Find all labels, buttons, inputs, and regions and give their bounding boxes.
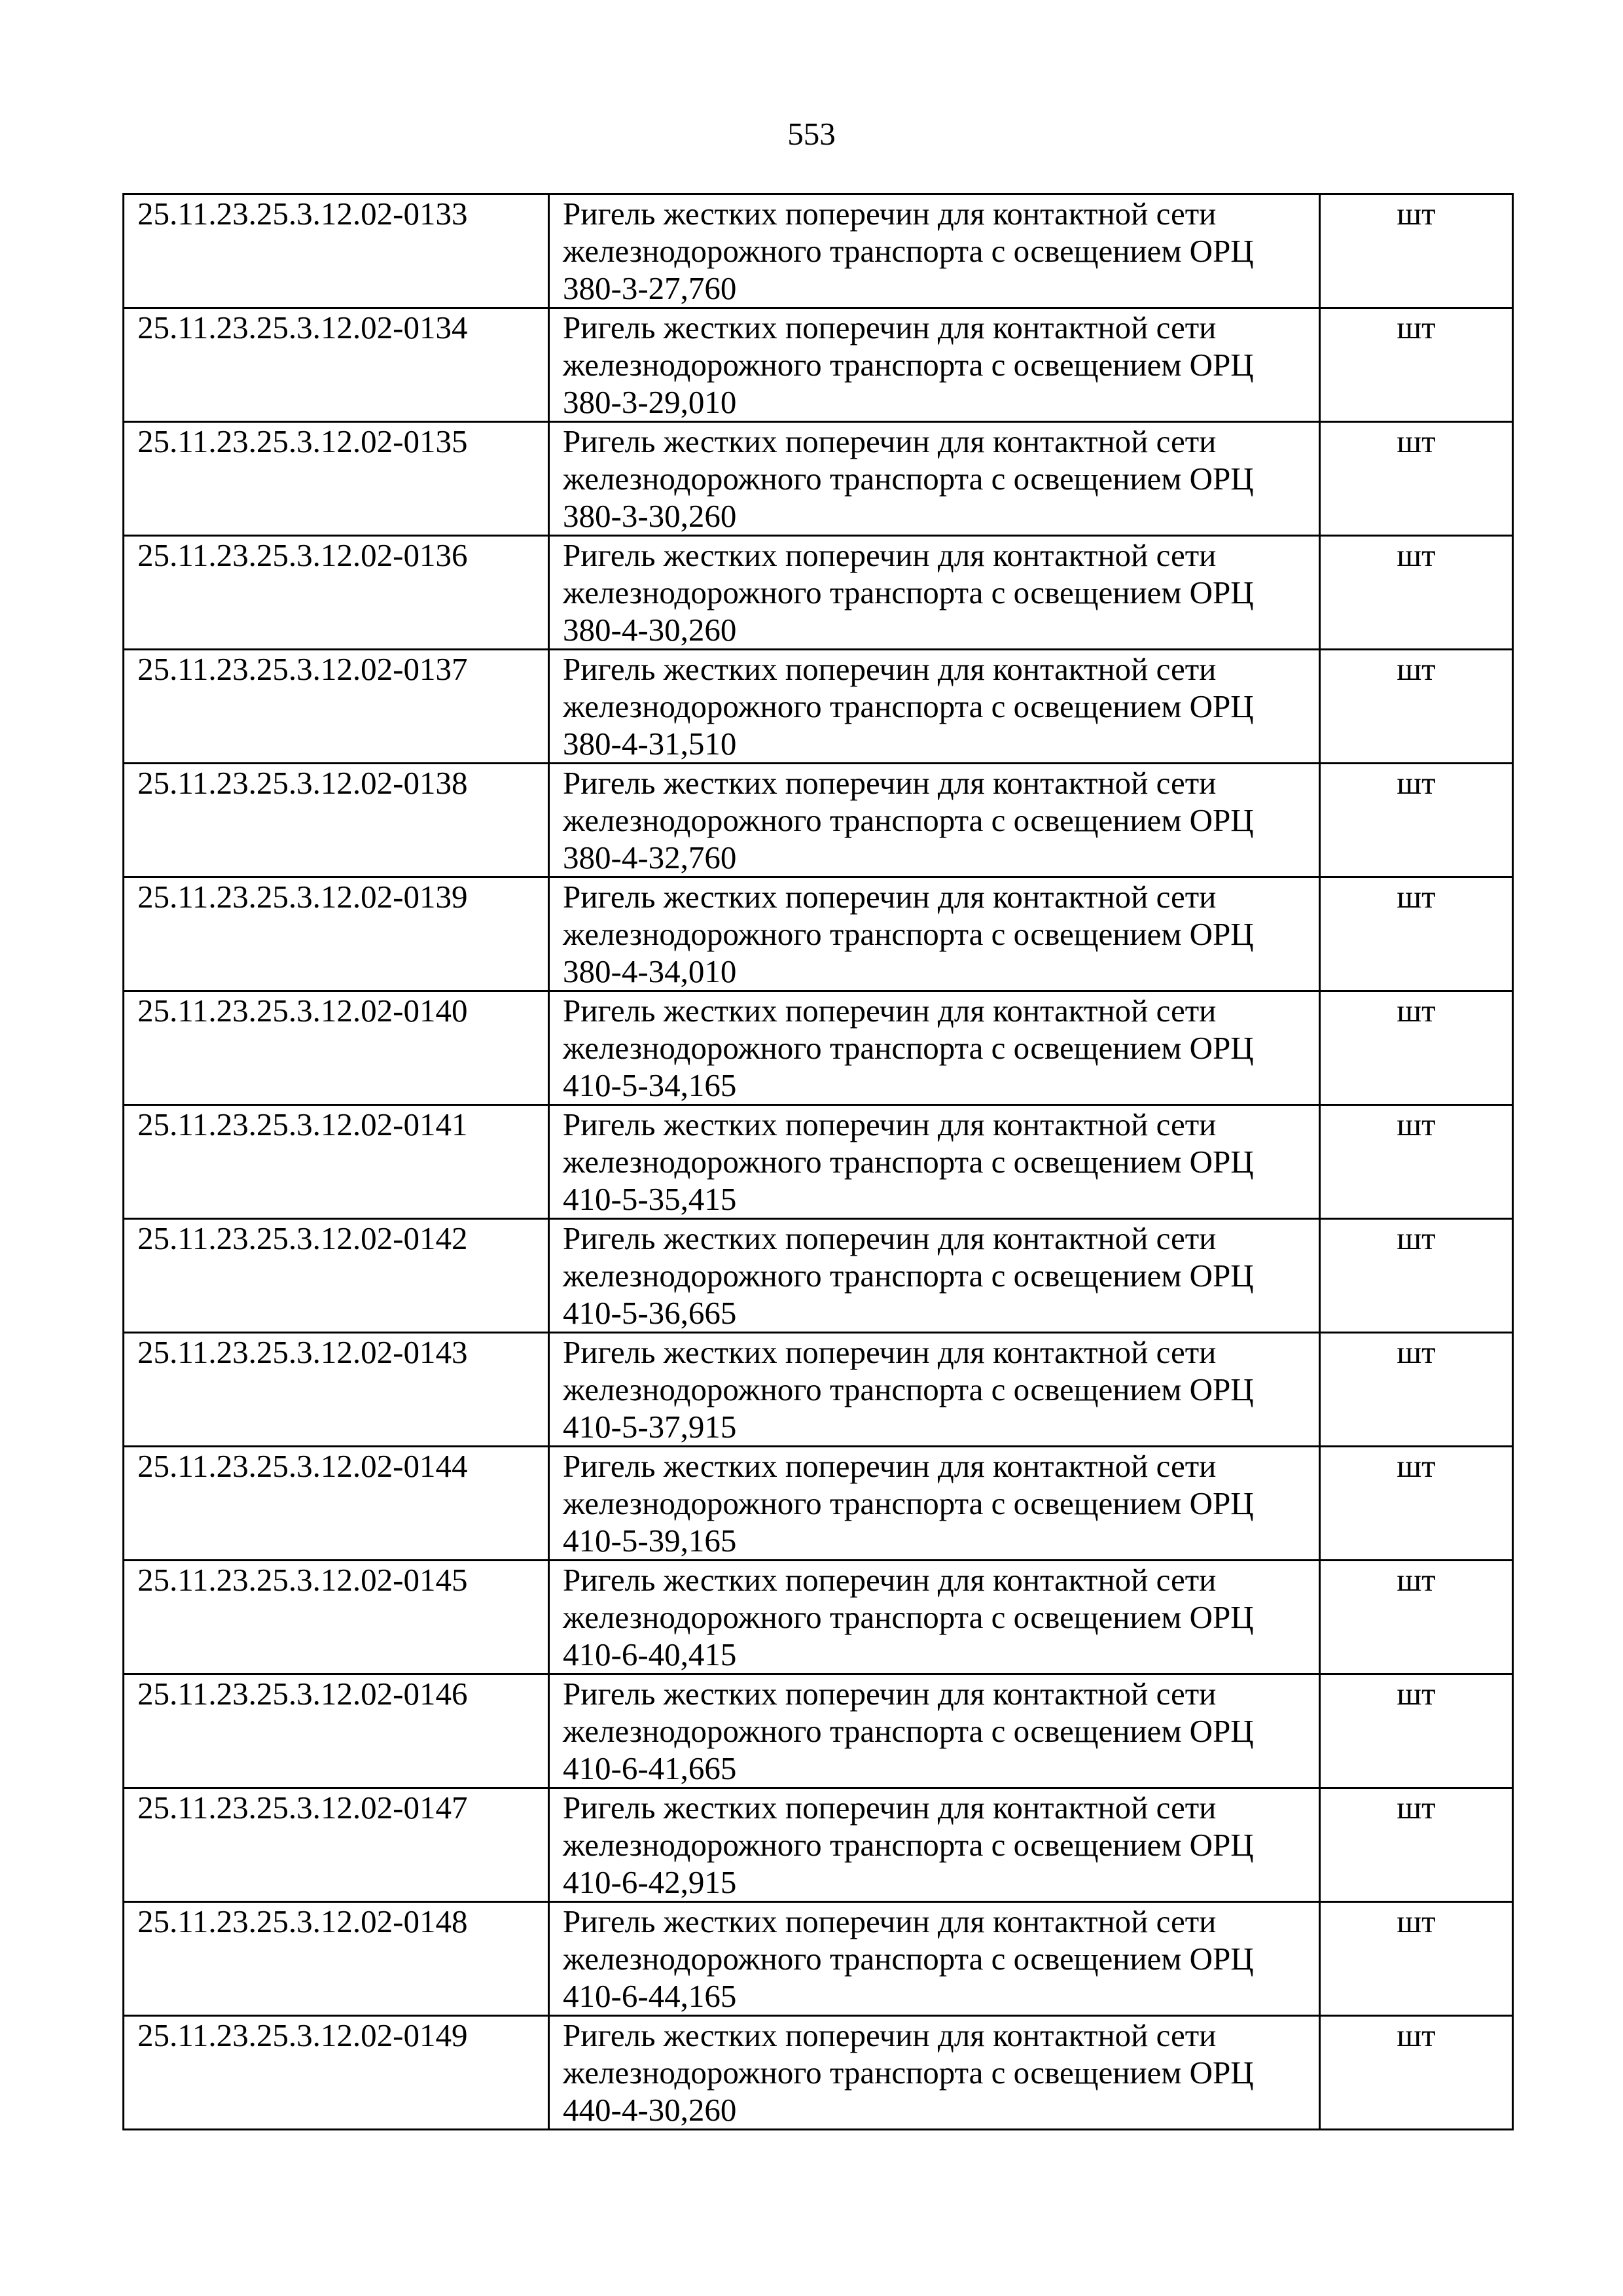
description-line-3: 410-6-44,165: [563, 1978, 737, 2014]
description-line-1: Ригель жестких поперечин для контактной сети: [563, 765, 1217, 801]
description-line-2: железнодорожного транспорта с освещением ОРЦ: [563, 1941, 1254, 1977]
unit-cell: шт: [1320, 1219, 1513, 1333]
description-line-1: Ригель жестких поперечин для контактной сети: [563, 1448, 1217, 1484]
description-line-1: Ригель жестких поперечин для контактной сети: [563, 537, 1217, 573]
description-line-2: железнодорожного транспорта с освещением ОРЦ: [563, 2055, 1254, 2091]
resource-description-cell: [549, 1333, 1320, 1447]
unit-cell: шт: [1320, 1333, 1513, 1447]
resource-code-cell: 25.11.23.25.3.12.02-0139: [124, 877, 549, 991]
description-line-2: железнодорожного транспорта с освещением ОРЦ: [563, 1713, 1254, 1749]
resource-code-cell: 25.11.23.25.3.12.02-0145: [124, 1561, 549, 1674]
description-line-3: 410-5-37,915: [563, 1409, 737, 1445]
table-row: [124, 308, 1513, 422]
description-line-2: железнодорожного транспорта с освещением ОРЦ: [563, 1144, 1254, 1180]
description-line-3: 410-5-36,665: [563, 1295, 737, 1331]
description-line-3: 410-6-42,915: [563, 1864, 737, 1900]
description-line-1: Ригель жестких поперечин для контактной сети: [563, 196, 1217, 232]
description-line-2: железнодорожного транспорта с освещением ОРЦ: [563, 574, 1254, 610]
table-row: [124, 991, 1513, 1105]
resource-description-cell: [549, 1105, 1320, 1219]
unit-cell: шт: [1320, 2016, 1513, 2130]
table-row: [124, 1105, 1513, 1219]
resource-description-cell: [549, 764, 1320, 877]
description-line-3: 410-5-39,165: [563, 1523, 737, 1559]
description-line-2: железнодорожного транспорта с освещением ОРЦ: [563, 688, 1254, 724]
description-line-1: Ригель жестких поперечин для контактной сети: [563, 1790, 1217, 1826]
resource-description-cell: [549, 877, 1320, 991]
resource-description-cell: [549, 194, 1320, 308]
table-row: [124, 1788, 1513, 1902]
description-line-2: железнодорожного транспорта с освещением ОРЦ: [563, 1030, 1254, 1066]
table-row: [124, 422, 1513, 536]
description-line-2: железнодорожного транспорта с освещением ОРЦ: [563, 1258, 1254, 1294]
resource-code-cell: 25.11.23.25.3.12.02-0142: [124, 1219, 549, 1333]
resource-code-cell: 25.11.23.25.3.12.02-0137: [124, 650, 549, 764]
description-line-3: 380-3-29,010: [563, 384, 737, 420]
description-line-3: 380-4-31,510: [563, 726, 737, 762]
unit-cell: шт: [1320, 764, 1513, 877]
description-line-2: железнодорожного транспорта с освещением ОРЦ: [563, 1371, 1254, 1407]
unit-cell: шт: [1320, 1447, 1513, 1561]
description-line-1: Ригель жестких поперечин для контактной сети: [563, 651, 1217, 687]
description-line-3: 380-3-30,260: [563, 498, 737, 534]
unit-cell: шт: [1320, 1788, 1513, 1902]
description-line-3: 380-3-27,760: [563, 270, 737, 306]
resource-code-cell: 25.11.23.25.3.12.02-0144: [124, 1447, 549, 1561]
table-row: [124, 1674, 1513, 1788]
description-line-2: железнодорожного транспорта с освещением ОРЦ: [563, 916, 1254, 952]
table-row: [124, 194, 1513, 308]
resource-code-cell: 25.11.23.25.3.12.02-0140: [124, 991, 549, 1105]
unit-cell: шт: [1320, 194, 1513, 308]
description-line-2: железнодорожного транспорта с освещением ОРЦ: [563, 347, 1254, 383]
description-line-1: Ригель жестких поперечин для контактной сети: [563, 1334, 1217, 1370]
resource-code-cell: 25.11.23.25.3.12.02-0149: [124, 2016, 549, 2130]
description-line-1: Ригель жестких поперечин для контактной сети: [563, 1903, 1217, 1939]
description-line-3: 410-6-41,665: [563, 1750, 737, 1786]
table-row: [124, 536, 1513, 650]
resource-code-cell: 25.11.23.25.3.12.02-0134: [124, 308, 549, 422]
unit-cell: шт: [1320, 1902, 1513, 2016]
table-row: [124, 764, 1513, 877]
description-line-2: железнодорожного транспорта с освещением ОРЦ: [563, 1599, 1254, 1635]
table-row: [124, 1561, 1513, 1674]
resource-description-cell: [549, 1447, 1320, 1561]
resource-description-cell: [549, 1561, 1320, 1674]
description-line-1: Ригель жестких поперечин для контактной сети: [563, 993, 1217, 1029]
table-row: [124, 1333, 1513, 1447]
resource-description-cell: [549, 1674, 1320, 1788]
resource-code-cell: 25.11.23.25.3.12.02-0148: [124, 1902, 549, 2016]
unit-cell: шт: [1320, 877, 1513, 991]
description-line-3: 410-6-40,415: [563, 1636, 737, 1672]
table-row: [124, 2016, 1513, 2130]
resource-code-cell: 25.11.23.25.3.12.02-0146: [124, 1674, 549, 1788]
resource-description-cell: [549, 1788, 1320, 1902]
resource-code-cell: 25.11.23.25.3.12.02-0136: [124, 536, 549, 650]
description-line-3: 380-4-34,010: [563, 953, 737, 989]
description-line-3: 440-4-30,260: [563, 2092, 737, 2128]
table-row: [124, 1447, 1513, 1561]
resource-code-cell: 25.11.23.25.3.12.02-0135: [124, 422, 549, 536]
resource-code-cell: 25.11.23.25.3.12.02-0143: [124, 1333, 549, 1447]
unit-cell: шт: [1320, 1105, 1513, 1219]
description-line-2: железнодорожного транспорта с освещением ОРЦ: [563, 1827, 1254, 1863]
table-body: [124, 194, 1513, 2130]
description-line-1: Ригель жестких поперечин для контактной сети: [563, 1676, 1217, 1712]
description-line-1: Ригель жестких поперечин для контактной сети: [563, 2017, 1217, 2053]
description-line-2: железнодорожного транспорта с освещением ОРЦ: [563, 233, 1254, 269]
unit-cell: шт: [1320, 1674, 1513, 1788]
description-line-1: Ригель жестких поперечин для контактной сети: [563, 1106, 1217, 1142]
resource-description-cell: [549, 991, 1320, 1105]
description-line-3: 380-4-32,760: [563, 839, 737, 875]
table-row: [124, 1219, 1513, 1333]
resource-description-cell: [549, 1219, 1320, 1333]
unit-cell: шт: [1320, 991, 1513, 1105]
description-line-1: Ригель жестких поперечин для контактной сети: [563, 1220, 1217, 1256]
resource-code-cell: 25.11.23.25.3.12.02-0133: [124, 194, 549, 308]
unit-cell: шт: [1320, 536, 1513, 650]
resource-code-cell: 25.11.23.25.3.12.02-0138: [124, 764, 549, 877]
description-line-3: 380-4-30,260: [563, 612, 737, 648]
description-line-3: 410-5-34,165: [563, 1067, 737, 1103]
resource-description-cell: [549, 2016, 1320, 2130]
description-line-3: 410-5-35,415: [563, 1181, 737, 1217]
unit-cell: шт: [1320, 308, 1513, 422]
unit-cell: шт: [1320, 650, 1513, 764]
resource-description-cell: [549, 650, 1320, 764]
table-row: [124, 1902, 1513, 2016]
description-line-1: Ригель жестких поперечин для контактной сети: [563, 423, 1217, 459]
resource-description-cell: [549, 1902, 1320, 2016]
resource-description-cell: [549, 308, 1320, 422]
unit-cell: шт: [1320, 1561, 1513, 1674]
page-number: 553: [787, 116, 836, 152]
description-line-1: Ригель жестких поперечин для контактной сети: [563, 879, 1217, 915]
table-row: [124, 877, 1513, 991]
description-line-2: железнодорожного транспорта с освещением ОРЦ: [563, 461, 1254, 497]
unit-cell: шт: [1320, 422, 1513, 536]
description-line-2: железнодорожного транспорта с освещением ОРЦ: [563, 1485, 1254, 1521]
description-line-1: Ригель жестких поперечин для контактной сети: [563, 1562, 1217, 1598]
description-line-1: Ригель жестких поперечин для контактной сети: [563, 309, 1217, 345]
table-row: [124, 650, 1513, 764]
resource-description-cell: [549, 536, 1320, 650]
description-line-2: железнодорожного транспорта с освещением ОРЦ: [563, 802, 1254, 838]
resource-description-cell: [549, 422, 1320, 536]
resource-table: [122, 193, 1514, 2130]
resource-code-cell: 25.11.23.25.3.12.02-0147: [124, 1788, 549, 1902]
resource-code-cell: 25.11.23.25.3.12.02-0141: [124, 1105, 549, 1219]
